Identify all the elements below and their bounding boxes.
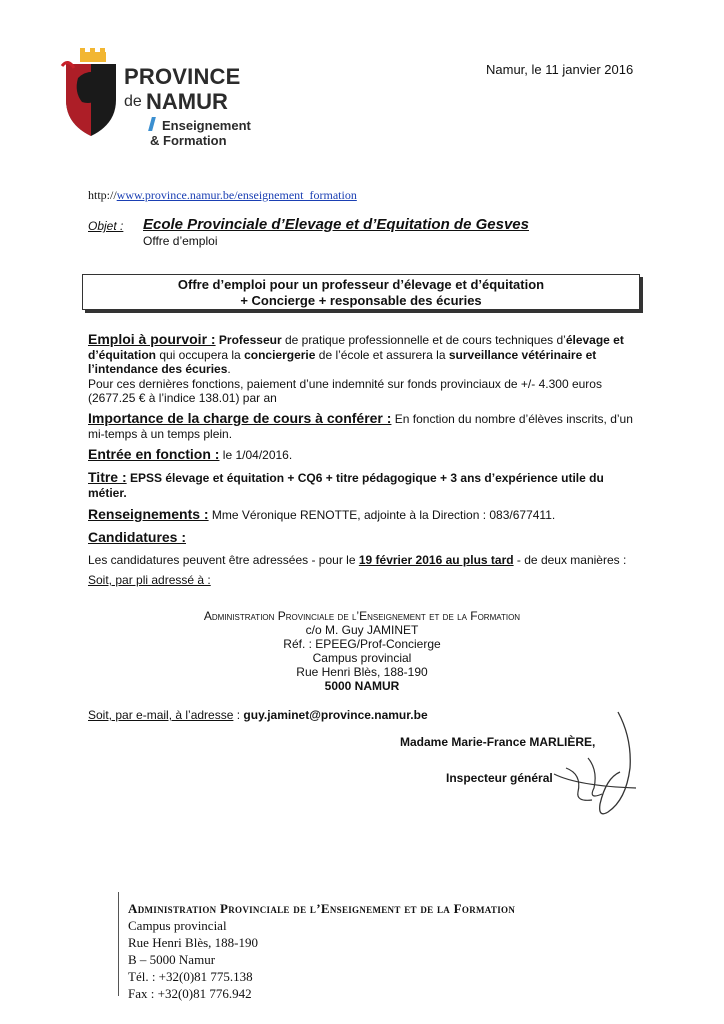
renseignements-section xyxy=(88,507,644,523)
candidatures-heading: Candidatures : xyxy=(88,529,187,545)
emploi-indemnite: Pour ces dernières fonctions, paiement d’une indemnité sur fonds provinciaux de +/- 4.300 euros (2677.25 € à l’indice 138.01) par an xyxy=(88,376,602,405)
titre-text: EPSS élevage et équitation + CQ6 + titre pédagogique + 3 ans d’expérience utile du métier. xyxy=(88,471,604,500)
address-line-4: Campus provincial xyxy=(312,651,412,665)
entree-heading: Entrée en fonction : xyxy=(88,446,220,462)
renseignements-heading: Renseignements : xyxy=(88,506,209,522)
objet-label: Objet : xyxy=(88,219,124,233)
website-url xyxy=(88,188,357,203)
titre-heading: Titre : xyxy=(88,469,127,485)
importance-heading: Importance de la charge de cours à conférer : xyxy=(88,410,392,426)
importance-section xyxy=(88,411,644,441)
footer-title: Administration Provinciale de l’Enseignement et de la Formation xyxy=(128,901,516,916)
titre-section xyxy=(88,470,644,500)
entree-text: le 1/04/2016. xyxy=(219,448,293,462)
address-line-1: Administration Provinciale de l’Enseignement et de la Formation xyxy=(203,609,521,623)
emploi-text-5: conciergerie xyxy=(244,347,316,362)
candidatures-deadline: 19 février 2016 au plus tard xyxy=(358,553,514,567)
email-address[interactable]: guy.jaminet@province.namur.be xyxy=(243,708,428,722)
brand-namur: NAMUR xyxy=(146,89,228,114)
emploi-text-3: élevage et d’équitation xyxy=(88,333,624,362)
entree-section xyxy=(88,447,644,463)
offer-box xyxy=(82,274,640,310)
handwritten-signature xyxy=(548,708,648,820)
emploi-text-6: de l’école et assurera la xyxy=(315,347,449,362)
footer-line-5: Fax : +32(0)81 776.942 xyxy=(128,986,252,1001)
footer-rule xyxy=(118,892,119,996)
footer-address xyxy=(128,900,515,1002)
candidatures-heading-row xyxy=(88,530,644,546)
offer-box-line1: Offre d’emploi pour un professeur d’élevage et d’équitation xyxy=(177,277,545,292)
emploi-text-4: qui occupera la xyxy=(156,347,245,362)
address-line-6: 5000 NAMUR xyxy=(324,679,400,693)
brand-enseignement: Enseignement xyxy=(162,118,251,133)
brand-province: PROVINCE xyxy=(124,64,241,89)
postal-address xyxy=(0,609,724,693)
emploi-text-8: . xyxy=(227,362,231,376)
objet-title: Ecole Provinciale d’Elevage et d’Equitation de Gesves xyxy=(143,216,529,233)
signer-name: Madame Marie-France MARLIÈRE, xyxy=(400,735,596,749)
emploi-heading: Emploi à pourvoir : xyxy=(88,331,216,347)
candidatures-pli xyxy=(88,573,644,588)
pli-label: Soit, par pli adressé à : xyxy=(88,573,211,587)
email-sep: : xyxy=(233,708,244,722)
objet-subtitle: Offre d’emploi xyxy=(143,234,218,248)
province-namur-crest-icon xyxy=(58,48,124,138)
renseignements-text: Mme Véronique RENOTTE, adjointe à la Direction : 083/677411. xyxy=(208,508,556,522)
emploi-text-1: Professeur xyxy=(218,333,282,347)
brand-accent-bar xyxy=(148,117,156,131)
email-label: Soit, par e-mail, à l’adresse xyxy=(88,708,234,722)
footer-line-2: Rue Henri Blès, 188-190 xyxy=(128,935,258,950)
signer-title: Inspecteur général xyxy=(446,771,553,785)
candidatures-text-1: Les candidatures peuvent être adressées - pour le xyxy=(88,553,359,567)
brand-de: de xyxy=(124,93,142,110)
address-line-2: c/o M. Guy JAMINET xyxy=(305,623,419,637)
importance-text: En fonction du nombre d’élèves inscrits, d’un mi-temps à un temps plein. xyxy=(88,412,633,441)
letter-date: Namur, le 11 janvier 2016 xyxy=(486,62,634,77)
footer-line-4: Tél. : +32(0)81 775.138 xyxy=(128,969,253,984)
offer-box-line2: + Concierge + responsable des écuries xyxy=(240,293,482,308)
brand-formation: & Formation xyxy=(150,133,227,148)
emploi-text-2: de pratique professionnelle et de cours techniques d’ xyxy=(281,333,566,347)
address-line-5: Rue Henri Blès, 188-190 xyxy=(296,665,428,679)
candidatures-text-2: - de deux manières : xyxy=(513,553,627,567)
footer-line-1: Campus provincial xyxy=(128,918,227,933)
emploi-text-7: surveillance vétérinaire et l’intendance des écuries xyxy=(88,347,597,376)
url-prefix: http:// xyxy=(88,188,117,202)
candidatures-text xyxy=(88,553,644,568)
emploi-section xyxy=(88,332,644,406)
address-line-3: Réf. : EPEEG/Prof-Concierge xyxy=(283,637,441,651)
footer-line-3: B – 5000 Namur xyxy=(128,952,216,967)
website-link[interactable]: www.province.namur.be/enseignement_formation xyxy=(116,188,357,202)
